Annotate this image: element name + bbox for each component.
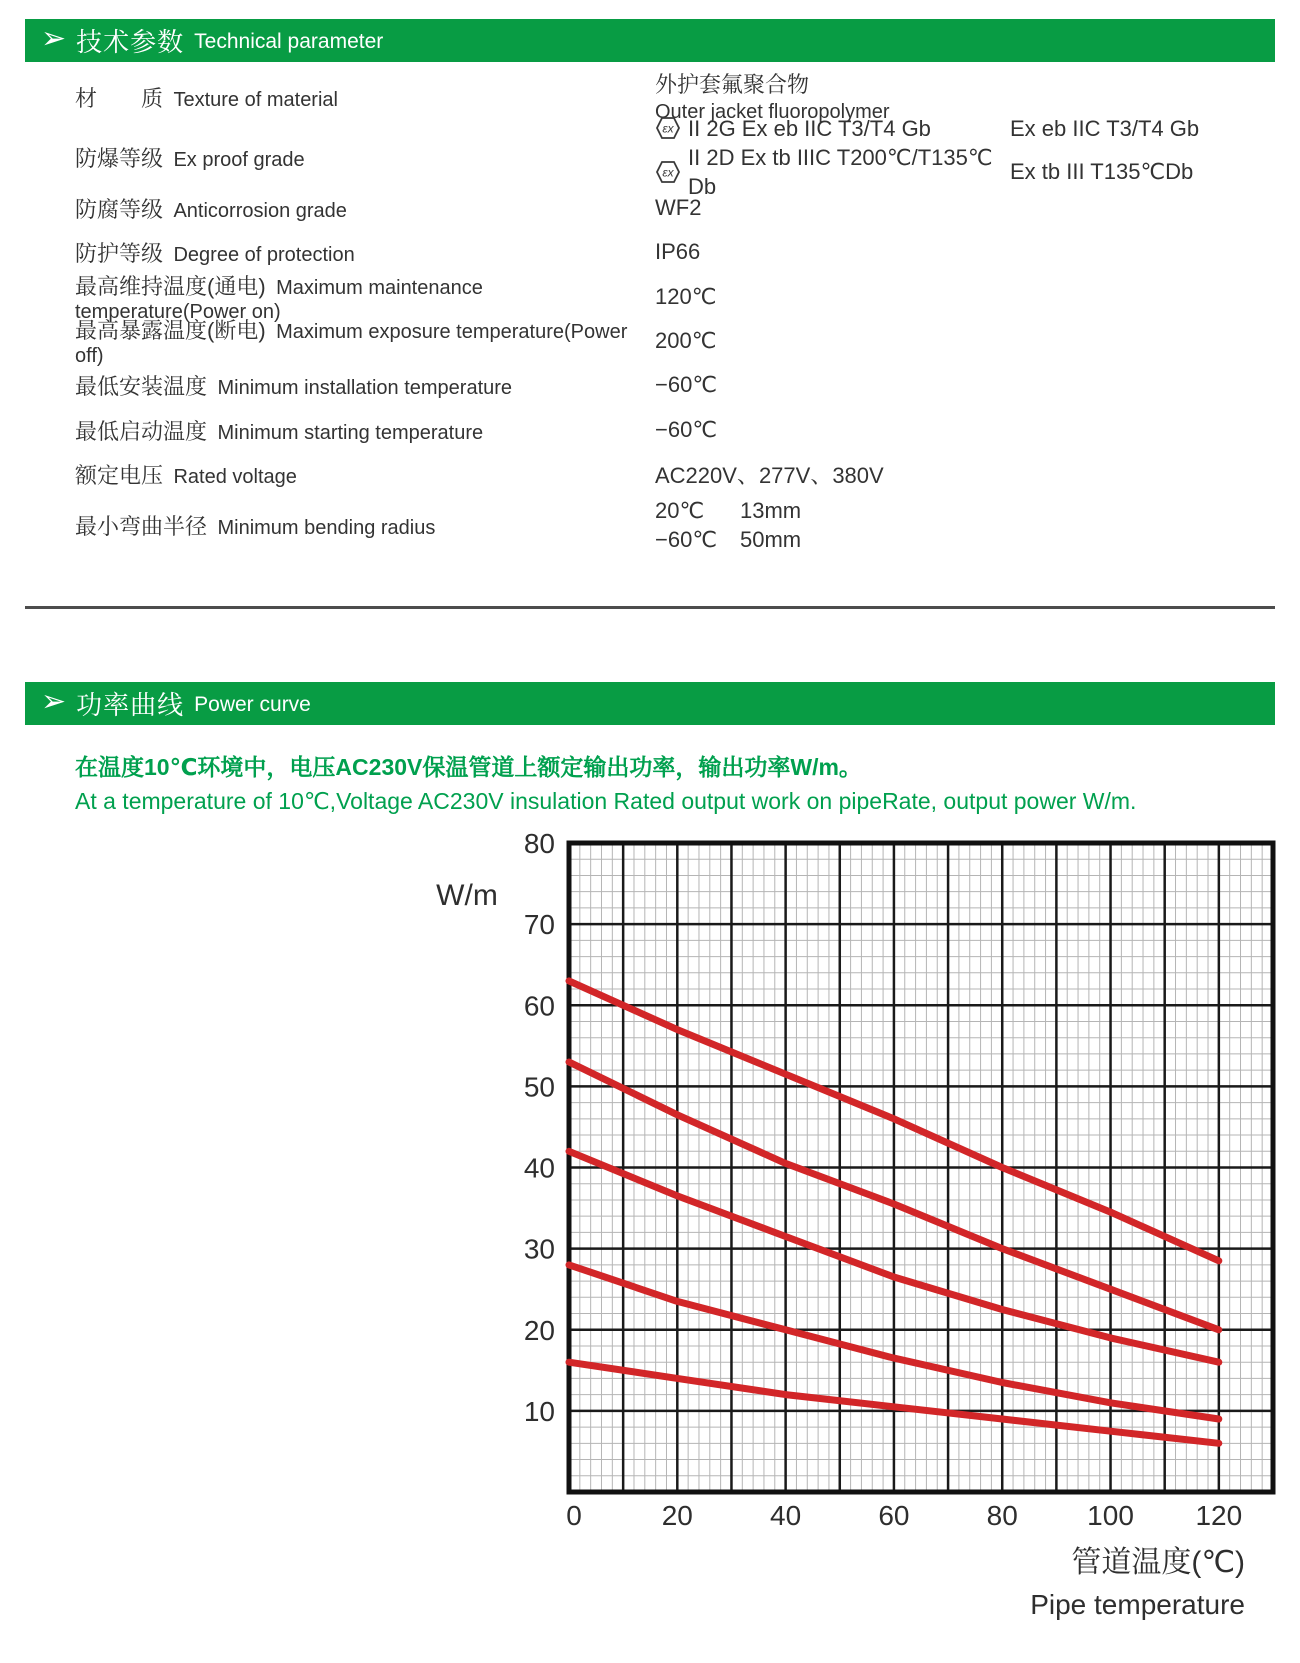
bend-value: 50mm — [740, 527, 802, 552]
row-value: −60℃ — [655, 372, 718, 397]
table-row — [75, 408, 1275, 452]
row-label-cn: 防腐等级 — [75, 196, 164, 222]
table-row — [75, 186, 1275, 230]
row-label-cn: 最小弯曲半径 — [75, 513, 208, 539]
row-label-cn: 额定电压 — [75, 462, 164, 488]
y-tick-label: 80 — [523, 828, 555, 859]
row-label — [75, 82, 655, 113]
row-label — [75, 193, 655, 224]
power-curve-header — [25, 682, 1275, 725]
bend-radius-line — [655, 525, 801, 554]
ex-hexagon-icon — [655, 160, 681, 184]
ex-grade-line — [655, 114, 1199, 143]
x-axis-label-en: Pipe temperature — [1030, 1589, 1245, 1620]
x-tick-label: 80 — [986, 1500, 1018, 1531]
y-tick-label: 10 — [523, 1395, 555, 1427]
ex-grade-text: II 2G Ex eb IIC T3/T4 Gb — [688, 115, 931, 141]
value-cn: 外护套氟聚合物 — [655, 71, 810, 97]
row-label-cn: 防护等级 — [75, 240, 164, 266]
x-tick-label: 60 — [878, 1500, 910, 1531]
row-label-cn: 最高暴露温度(断电) — [75, 318, 266, 343]
y-tick-label: 50 — [523, 1071, 555, 1103]
section-title-cn: 功率曲线 — [76, 690, 185, 720]
bend-value: 13mm — [740, 498, 802, 523]
row-label-en: Minimum bending radius — [217, 516, 436, 539]
row-label — [75, 459, 655, 490]
row-label-en: Maximum maintenance temperature(Power on) — [75, 277, 483, 323]
table-row — [75, 318, 1275, 367]
ex-grade-main — [655, 114, 1010, 143]
power-curve-chart — [400, 800, 1300, 1663]
power-note-cn: 在温度10℃环境中，电压AC230V保温管道上额定输出功率，输出功率W/m。 — [75, 754, 862, 780]
section-title-en: Technical parameter — [194, 30, 384, 53]
section-title-en: Power curve — [194, 693, 311, 716]
row-label-en: Rated voltage — [173, 465, 297, 488]
row-value: AC220V、277V、380V — [655, 462, 884, 488]
x-tick-label: 120 — [1195, 1500, 1243, 1531]
row-label — [75, 314, 655, 368]
row-label-en: Degree of protection — [173, 243, 355, 266]
bend-temp: 20℃ — [655, 498, 705, 523]
arrow-icon: ➢ — [41, 21, 67, 55]
y-tick-label: 60 — [523, 990, 555, 1022]
row-value: WF2 — [655, 195, 702, 220]
section-divider — [25, 606, 1275, 609]
row-label — [75, 370, 655, 401]
ex-grade-text-right: Ex tb III T135℃Db — [1010, 159, 1194, 184]
table-row — [75, 452, 1275, 496]
row-label-en: Minimum starting temperature — [217, 421, 484, 444]
row-value: IP66 — [655, 239, 701, 264]
bend-radius-line — [655, 496, 801, 525]
row-value: 120℃ — [655, 284, 717, 309]
power-curve-chart-area — [400, 800, 1300, 1663]
table-row — [75, 495, 1275, 555]
row-label-cn: 防爆等级 — [75, 145, 164, 171]
row-label-en: Minimum installation temperature — [217, 376, 513, 399]
y-tick-label: 20 — [523, 1314, 555, 1346]
ex-grade-text-right: Ex eb IIC T3/T4 Gb — [1010, 115, 1200, 141]
technical-parameter-header — [25, 19, 1275, 62]
table-row — [75, 230, 1275, 274]
row-label-cn: 最低安装温度 — [75, 373, 208, 399]
value-en: Outer jacket fluoropolymer — [655, 100, 890, 123]
y-tick-label: 40 — [523, 1152, 555, 1184]
ex-grade-text: II 2D Ex tb IIIC T200℃/T135℃ Db — [688, 144, 993, 199]
bend-temp: −60℃ — [655, 527, 718, 552]
row-label-cn: 最低启动温度 — [75, 418, 208, 444]
row-label-en: Anticorrosion grade — [173, 199, 347, 222]
x-tick-label: 0 — [566, 1500, 582, 1531]
row-label-en: Maximum exposure temperature(Power off) — [75, 321, 628, 367]
y-axis-label: W/m — [436, 879, 498, 912]
row-label — [75, 510, 655, 541]
table-row — [75, 274, 1275, 323]
y-tick-label: 30 — [523, 1233, 555, 1265]
y-tick-label: 70 — [523, 909, 555, 941]
ex-hexagon-icon — [655, 116, 681, 140]
arrow-icon: ➢ — [41, 684, 67, 718]
x-axis-label-cn: 管道温度(℃) — [1071, 1546, 1245, 1579]
section-title-cn: 技术参数 — [76, 27, 185, 57]
svg-text:εx: εx — [662, 121, 674, 136]
x-tick-label: 20 — [661, 1500, 693, 1531]
row-label-cn: 材 质 — [75, 85, 164, 111]
row-value — [655, 496, 801, 554]
row-label-en: Texture of material — [173, 88, 338, 111]
row-label-en: Ex proof grade — [173, 148, 305, 171]
row-value: 200℃ — [655, 328, 717, 353]
row-label-cn: 最高维持温度(通电) — [75, 274, 266, 299]
table-row — [75, 115, 1275, 199]
power-note-en: At a temperature of 10℃,Voltage AC230V insulation Rated output work on pipeRate, output power W/m. — [75, 788, 1137, 814]
row-label — [75, 142, 655, 173]
row-label — [75, 237, 655, 268]
table-row — [75, 363, 1275, 407]
svg-text:εx: εx — [662, 165, 674, 179]
x-tick-label: 40 — [770, 1500, 802, 1531]
row-value: −60℃ — [655, 417, 718, 442]
row-label — [75, 415, 655, 446]
x-tick-label: 100 — [1087, 1500, 1134, 1531]
